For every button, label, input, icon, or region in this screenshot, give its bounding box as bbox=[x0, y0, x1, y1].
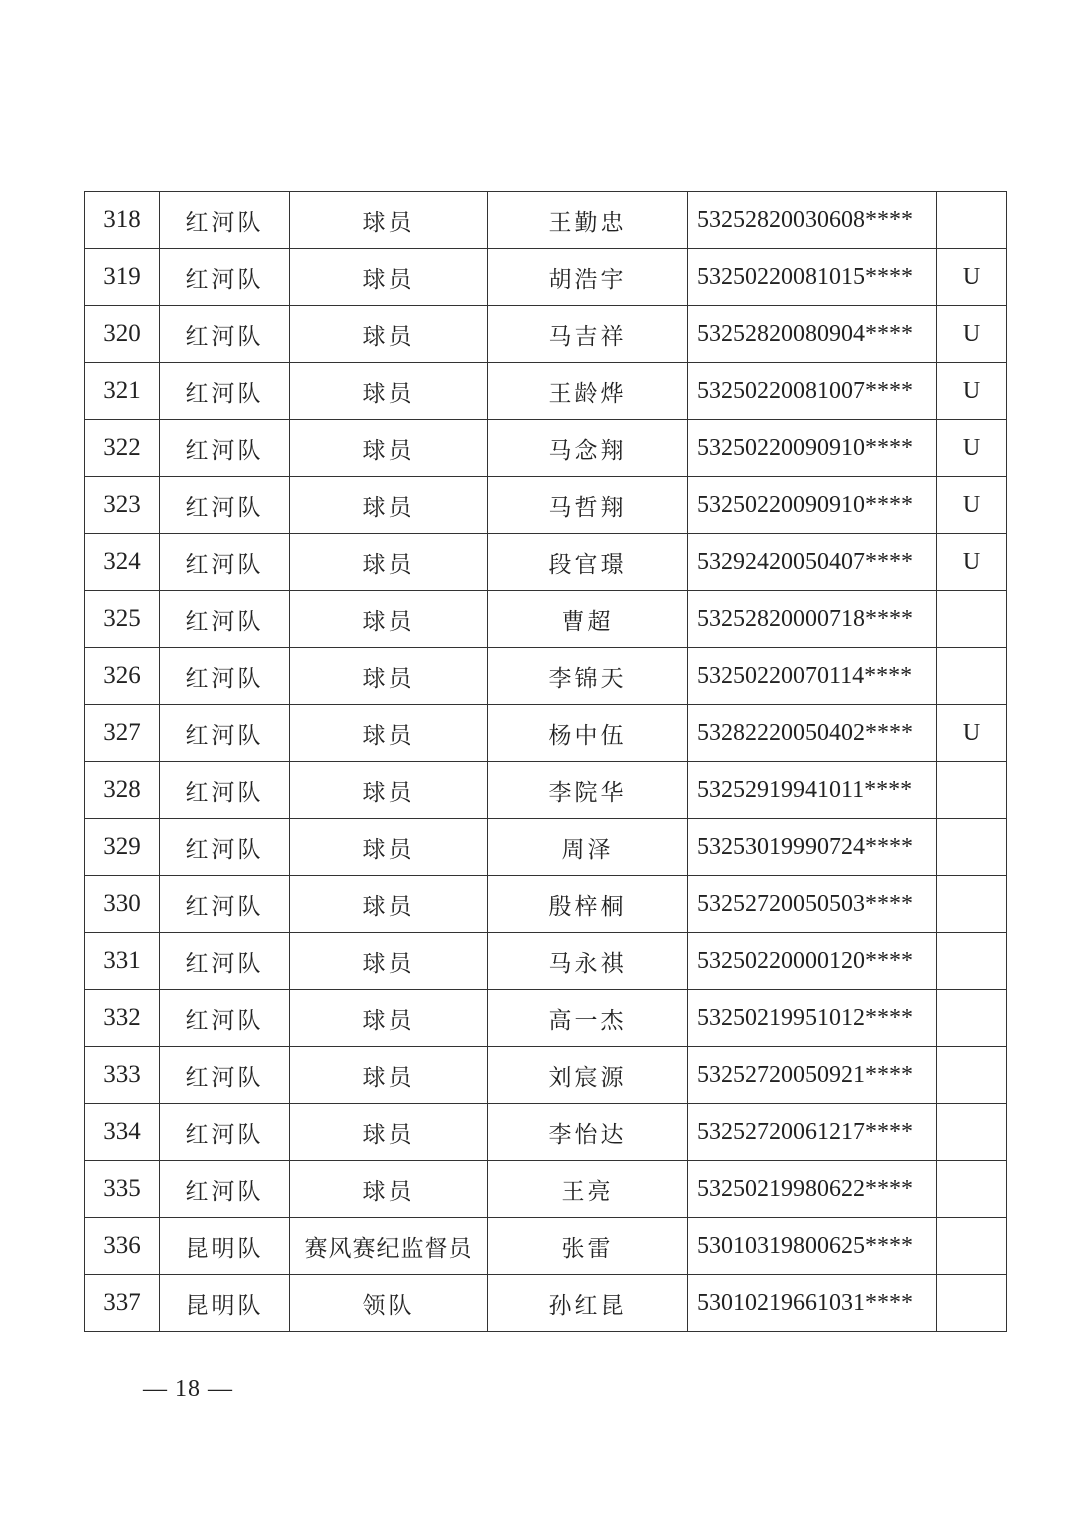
team-cell: 红河队 bbox=[160, 933, 290, 990]
team-cell: 红河队 bbox=[160, 477, 290, 534]
row-number-cell: 323 bbox=[85, 477, 160, 534]
row-number-cell: 321 bbox=[85, 363, 160, 420]
id-number-cell: 53250219951012**** bbox=[688, 990, 937, 1047]
note-cell bbox=[937, 876, 1007, 933]
table-row bbox=[85, 1047, 1007, 1104]
row-number-cell: 329 bbox=[85, 819, 160, 876]
roster-table bbox=[84, 191, 1007, 1332]
table-row bbox=[85, 534, 1007, 591]
note-cell: U bbox=[937, 534, 1007, 591]
name-cell: 马念翔 bbox=[488, 420, 688, 477]
note-cell: U bbox=[937, 249, 1007, 306]
id-number-cell: 53252720050503**** bbox=[688, 876, 937, 933]
table-row bbox=[85, 762, 1007, 819]
role-cell: 球员 bbox=[290, 249, 488, 306]
note-cell bbox=[937, 192, 1007, 249]
roster-body bbox=[85, 192, 1007, 1332]
name-cell: 张雷 bbox=[488, 1218, 688, 1275]
note-cell: U bbox=[937, 420, 1007, 477]
id-number-cell: 53250220000120**** bbox=[688, 933, 937, 990]
table-row bbox=[85, 1104, 1007, 1161]
team-cell: 红河队 bbox=[160, 648, 290, 705]
table-row bbox=[85, 306, 1007, 363]
team-cell: 红河队 bbox=[160, 819, 290, 876]
table-row bbox=[85, 876, 1007, 933]
team-cell: 红河队 bbox=[160, 990, 290, 1047]
name-cell: 曹超 bbox=[488, 591, 688, 648]
row-number-cell: 326 bbox=[85, 648, 160, 705]
role-cell: 赛风赛纪监督员 bbox=[290, 1218, 488, 1275]
role-cell: 领队 bbox=[290, 1275, 488, 1332]
row-number-cell: 327 bbox=[85, 705, 160, 762]
role-cell: 球员 bbox=[290, 1104, 488, 1161]
note-cell bbox=[937, 1218, 1007, 1275]
team-cell: 红河队 bbox=[160, 363, 290, 420]
table-row bbox=[85, 249, 1007, 306]
note-cell bbox=[937, 1161, 1007, 1218]
team-cell: 红河队 bbox=[160, 591, 290, 648]
note-cell bbox=[937, 591, 1007, 648]
team-cell: 红河队 bbox=[160, 762, 290, 819]
note-cell bbox=[937, 819, 1007, 876]
row-number-cell: 336 bbox=[85, 1218, 160, 1275]
role-cell: 球员 bbox=[290, 420, 488, 477]
id-number-cell: 53250220090910**** bbox=[688, 477, 937, 534]
note-cell bbox=[937, 648, 1007, 705]
row-number-cell: 318 bbox=[85, 192, 160, 249]
team-cell: 红河队 bbox=[160, 249, 290, 306]
id-number-cell: 53250220081007**** bbox=[688, 363, 937, 420]
note-cell: U bbox=[937, 363, 1007, 420]
row-number-cell: 335 bbox=[85, 1161, 160, 1218]
team-cell: 红河队 bbox=[160, 306, 290, 363]
role-cell: 球员 bbox=[290, 1161, 488, 1218]
role-cell: 球员 bbox=[290, 363, 488, 420]
id-number-cell: 53292420050407**** bbox=[688, 534, 937, 591]
role-cell: 球员 bbox=[290, 534, 488, 591]
role-cell: 球员 bbox=[290, 876, 488, 933]
note-cell bbox=[937, 1275, 1007, 1332]
role-cell: 球员 bbox=[290, 705, 488, 762]
id-number-cell: 53010219661031**** bbox=[688, 1275, 937, 1332]
team-cell: 红河队 bbox=[160, 420, 290, 477]
row-number-cell: 319 bbox=[85, 249, 160, 306]
table-row bbox=[85, 192, 1007, 249]
row-number-cell: 324 bbox=[85, 534, 160, 591]
row-number-cell: 328 bbox=[85, 762, 160, 819]
id-number-cell: 53253019990724**** bbox=[688, 819, 937, 876]
name-cell: 周泽 bbox=[488, 819, 688, 876]
role-cell: 球员 bbox=[290, 819, 488, 876]
team-cell: 红河队 bbox=[160, 192, 290, 249]
name-cell: 王勤忠 bbox=[488, 192, 688, 249]
role-cell: 球员 bbox=[290, 591, 488, 648]
id-number-cell: 53010319800625**** bbox=[688, 1218, 937, 1275]
id-number-cell: 53282220050402**** bbox=[688, 705, 937, 762]
table-row bbox=[85, 933, 1007, 990]
id-number-cell: 53252820000718**** bbox=[688, 591, 937, 648]
note-cell bbox=[937, 1047, 1007, 1104]
row-number-cell: 322 bbox=[85, 420, 160, 477]
row-number-cell: 325 bbox=[85, 591, 160, 648]
row-number-cell: 333 bbox=[85, 1047, 160, 1104]
table-row bbox=[85, 1275, 1007, 1332]
name-cell: 胡浩宇 bbox=[488, 249, 688, 306]
id-number-cell: 53250220081015**** bbox=[688, 249, 937, 306]
table-row bbox=[85, 1161, 1007, 1218]
role-cell: 球员 bbox=[290, 648, 488, 705]
role-cell: 球员 bbox=[290, 933, 488, 990]
table-row bbox=[85, 819, 1007, 876]
name-cell: 高一杰 bbox=[488, 990, 688, 1047]
role-cell: 球员 bbox=[290, 477, 488, 534]
role-cell: 球员 bbox=[290, 762, 488, 819]
note-cell: U bbox=[937, 477, 1007, 534]
name-cell: 马永祺 bbox=[488, 933, 688, 990]
note-cell: U bbox=[937, 306, 1007, 363]
id-number-cell: 53252720061217**** bbox=[688, 1104, 937, 1161]
note-cell bbox=[937, 933, 1007, 990]
page-number: — 18 — bbox=[143, 1376, 233, 1402]
role-cell: 球员 bbox=[290, 192, 488, 249]
name-cell: 杨中伍 bbox=[488, 705, 688, 762]
name-cell: 李院华 bbox=[488, 762, 688, 819]
row-number-cell: 334 bbox=[85, 1104, 160, 1161]
note-cell bbox=[937, 990, 1007, 1047]
name-cell: 李锦天 bbox=[488, 648, 688, 705]
team-cell: 红河队 bbox=[160, 1104, 290, 1161]
name-cell: 刘宸源 bbox=[488, 1047, 688, 1104]
table-row bbox=[85, 705, 1007, 762]
team-cell: 红河队 bbox=[160, 534, 290, 591]
table-row bbox=[85, 1218, 1007, 1275]
team-cell: 昆明队 bbox=[160, 1275, 290, 1332]
team-cell: 红河队 bbox=[160, 1047, 290, 1104]
name-cell: 李怡达 bbox=[488, 1104, 688, 1161]
id-number-cell: 53250220070114**** bbox=[688, 648, 937, 705]
table-row bbox=[85, 477, 1007, 534]
name-cell: 马哲翔 bbox=[488, 477, 688, 534]
name-cell: 马吉祥 bbox=[488, 306, 688, 363]
id-number-cell: 53250220090910**** bbox=[688, 420, 937, 477]
table-row bbox=[85, 420, 1007, 477]
id-number-cell: 53250219980622**** bbox=[688, 1161, 937, 1218]
name-cell: 王龄烨 bbox=[488, 363, 688, 420]
row-number-cell: 320 bbox=[85, 306, 160, 363]
row-number-cell: 330 bbox=[85, 876, 160, 933]
note-cell bbox=[937, 1104, 1007, 1161]
id-number-cell: 53252820030608**** bbox=[688, 192, 937, 249]
table-row bbox=[85, 990, 1007, 1047]
team-cell: 昆明队 bbox=[160, 1218, 290, 1275]
role-cell: 球员 bbox=[290, 306, 488, 363]
name-cell: 殷梓桐 bbox=[488, 876, 688, 933]
note-cell: U bbox=[937, 705, 1007, 762]
team-cell: 红河队 bbox=[160, 876, 290, 933]
row-number-cell: 331 bbox=[85, 933, 160, 990]
name-cell: 王亮 bbox=[488, 1161, 688, 1218]
table-row bbox=[85, 363, 1007, 420]
name-cell: 段官璟 bbox=[488, 534, 688, 591]
role-cell: 球员 bbox=[290, 990, 488, 1047]
id-number-cell: 53252820080904**** bbox=[688, 306, 937, 363]
name-cell: 孙红昆 bbox=[488, 1275, 688, 1332]
id-number-cell: 53252720050921**** bbox=[688, 1047, 937, 1104]
table-row bbox=[85, 591, 1007, 648]
row-number-cell: 337 bbox=[85, 1275, 160, 1332]
id-number-cell: 53252919941011**** bbox=[688, 762, 937, 819]
row-number-cell: 332 bbox=[85, 990, 160, 1047]
team-cell: 红河队 bbox=[160, 1161, 290, 1218]
table-row bbox=[85, 648, 1007, 705]
team-cell: 红河队 bbox=[160, 705, 290, 762]
role-cell: 球员 bbox=[290, 1047, 488, 1104]
note-cell bbox=[937, 762, 1007, 819]
